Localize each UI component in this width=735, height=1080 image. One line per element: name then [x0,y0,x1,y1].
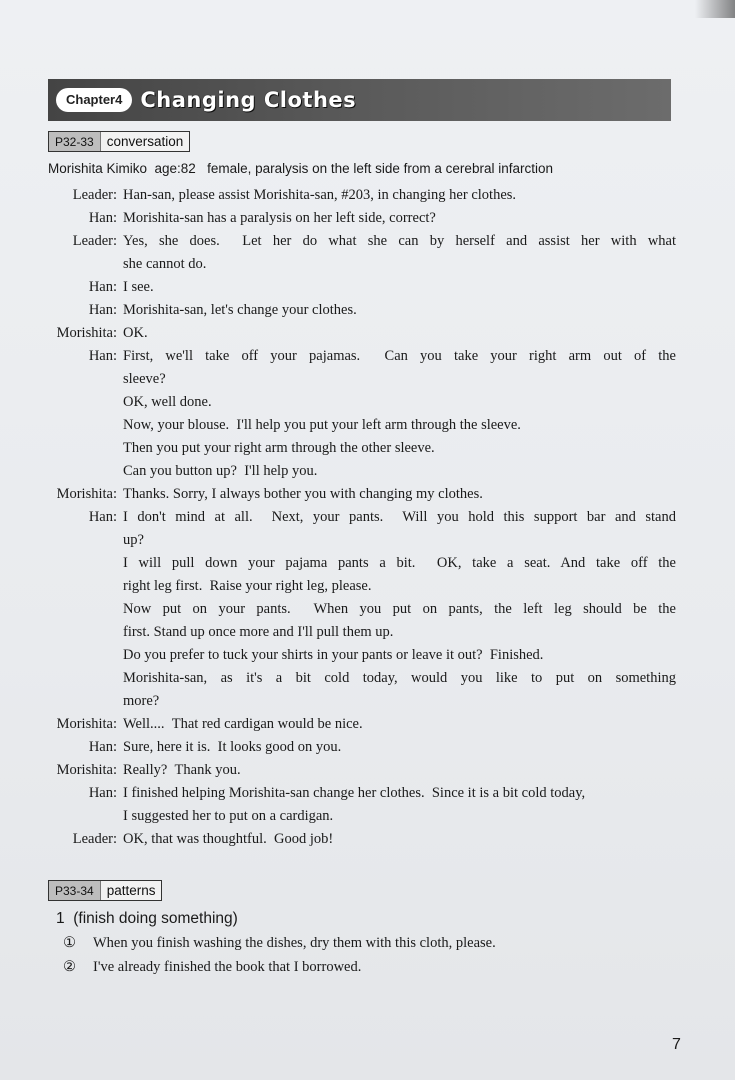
dialogue-turn [0,782,735,828]
dialogue-turn [0,299,735,322]
chapter-title: Changing Clothes [140,88,357,112]
dialogue-lines [123,759,676,782]
dialogue-turn [0,713,735,736]
dialogue-lines [123,207,676,230]
speaker-name: Han: [88,302,117,318]
dialogue-turn [0,506,735,713]
speaker-name: Morishita: [56,486,117,502]
dialogue-line: I don't mind at all. Next, your pants. Will you hold this support bar and stand [123,509,676,525]
dialogue-line: OK, well done. [123,394,212,410]
dialogue-turn [0,207,735,230]
dialogue-turn [0,345,735,483]
speaker-name: Han: [88,210,117,226]
dialogue-line: Han-san, please assist Morishita-san, #203, in changing her clothes. [123,187,517,203]
speaker-name: Han: [88,785,117,801]
dialogue-line: Well.... That red cardigan would be nice. [123,716,363,732]
example-text: I've already finished the book that I borrowed. [93,959,362,975]
speaker-name: Morishita: [56,716,117,732]
speaker-name: Leader: [72,831,117,847]
dialogue-turn [0,759,735,782]
dialogue-lines [123,506,676,713]
dialogue-lines [123,782,676,828]
dialogue-line: Sure, here it is. It looks good on you. [123,739,342,755]
dialogue-line: Now put on your pants. When you put on pants, the left leg should be the [123,601,676,617]
section-label: patterns [106,883,156,898]
dialogue-line: Yes, she does. Let her do what she can by herself and assist her with what [123,233,676,249]
example-text: When you finish washing the dishes, dry them with this cloth, please. [93,935,496,951]
dialogue-line: more? [123,693,160,709]
section-tag-patterns [48,880,162,901]
dialogue-line: right leg first. Raise your right leg, please. [123,578,372,594]
section-code: P33-34 [49,881,101,900]
dialogue-turn [0,828,735,851]
dialogue-line: Thanks. Sorry, I always bother you with changing my clothes. [123,486,483,502]
conversation-dialogue [0,184,735,851]
dialogue-line: I see. [123,279,154,295]
example-number: ① [63,935,76,951]
dialogue-line: I will pull down your pajama pants a bit. OK, take a seat. And take off the [123,555,676,571]
dialogue-lines [123,299,676,322]
chapter-label: Chapter4 [56,88,132,112]
example-item [63,931,496,955]
speaker-name: Morishita: [56,762,117,778]
section-code: P32-33 [49,132,101,151]
dialogue-line: Then you put your right arm through the other sleeve. [123,440,435,456]
dialogue-turn [0,322,735,345]
dialogue-lines [123,828,676,851]
chapter-banner [48,79,671,121]
dialogue-turn [0,736,735,759]
dialogue-lines [123,322,676,345]
speaker-name: Morishita: [56,325,117,341]
example-item [63,955,496,979]
dialogue-lines [123,483,676,506]
dialogue-line: Can you button up? I'll help you. [123,463,318,479]
section-tag-conversation [48,131,190,152]
pattern-examples [63,931,496,979]
dialogue-line: Really? Thank you. [123,762,241,778]
speaker-name: Leader: [72,187,117,203]
dialogue-line: Morishita-san has a paralysis on her left side, correct? [123,210,436,226]
speaker-name: Han: [88,348,117,364]
dialogue-line: she cannot do. [123,256,207,272]
dialogue-line: Morishita-san, as it's a bit cold today, would you like to put on something [123,670,676,686]
dialogue-line: sleeve? [123,371,166,387]
dialogue-line: Do you prefer to tuck your shirts in your pants or leave it out? Finished. [123,647,544,663]
dialogue-line: Morishita-san, let's change your clothes. [123,302,357,318]
dialogue-lines [123,345,676,483]
dialogue-turn [0,276,735,299]
example-number: ② [63,959,76,975]
dialogue-lines [123,230,676,276]
dialogue-lines [123,713,676,736]
page-number: 7 [672,1036,681,1053]
patient-info: Morishita Kimiko age:82 female, paralysis on the left side from a cerebral infarction [48,161,553,176]
dialogue-line: First, we'll take off your pajamas. Can you take your right arm out of the [123,348,676,364]
dialogue-line: Now, your blouse. I'll help you put your left arm through the sleeve. [123,417,521,433]
dialogue-turn [0,184,735,207]
dialogue-turn [0,230,735,276]
section-label: conversation [106,134,184,149]
dialogue-lines [123,736,676,759]
dialogue-line: I finished helping Morishita-san change her clothes. Since it is a bit cold today, [123,785,586,801]
speaker-name: Han: [88,739,117,755]
dialogue-line: I suggested her to put on a cardigan. [123,808,334,824]
dialogue-line: OK, that was thoughtful. Good job! [123,831,334,847]
speaker-name: Han: [88,509,117,525]
dialogue-lines [123,184,676,207]
speaker-name: Han: [88,279,117,295]
pattern-heading: 1 (finish doing something) [56,910,238,927]
dialogue-turn [0,483,735,506]
dialogue-line: up? [123,532,144,548]
dialogue-line: first. Stand up once more and I'll pull them up. [123,624,394,640]
dialogue-lines [123,276,676,299]
dialogue-line: OK. [123,325,148,341]
page-edge-shadow [695,0,735,18]
speaker-name: Leader: [72,233,117,249]
